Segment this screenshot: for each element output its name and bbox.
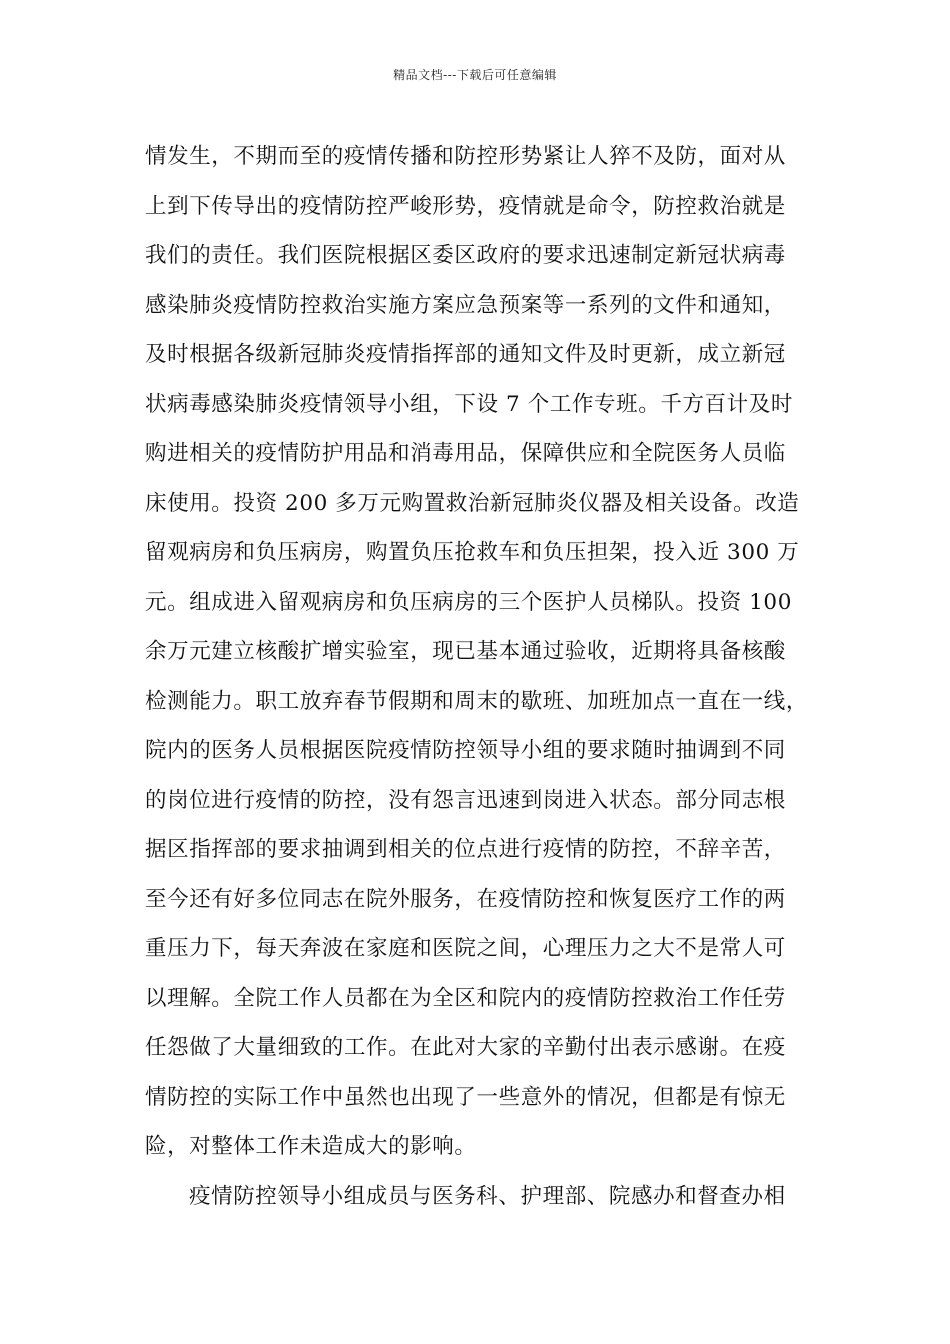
paragraph-line: 险，对整体工作未造成大的影响。 [145, 1134, 477, 1159]
paragraph-line: 感染肺炎疫情防控救治实施方案应急预案等一系列的文件和通知， [145, 292, 786, 318]
paragraph-line: 余万元建立核酸扩增实验室，现已基本通过验收，近期将具备核酸 [145, 639, 786, 664]
paragraph-line: 任怨做了大量细致的工作。在此对大家的辛勤付出表示感谢。在疫 [145, 1035, 786, 1060]
paragraph-line: 留观病房和负压病房，购置负压抢救车和负压担架，投入近 300 万 [145, 540, 800, 565]
paragraph-line: 状病毒感染肺炎疫情领导小组，下设 7 个工作专班。千方百计及时 [145, 391, 793, 417]
paragraph-line: 至今还有好多位同志在院外服务，在疫情防控和恢复医疗工作的两 [145, 886, 786, 912]
paragraph-line: 我们的责任。我们医院根据区委区政府的要求迅速制定新冠状病毒 [145, 243, 786, 268]
paragraph-line: 情发生，不期而至的疫情传播和防控形势紧让人猝不及防，面对从 [145, 144, 786, 169]
paragraph-line: 及时根据各级新冠肺炎疫情指挥部的通知文件及时更新，成立新冠 [145, 342, 786, 367]
paragraph-line: 的岗位进行疫情的防控，没有怨言迅速到岗进入状态。部分同志根 [145, 787, 786, 813]
paragraph-line: 重压力下，每天奔波在家庭和医院之间，心理压力之大不是常人可 [145, 936, 786, 961]
page-header: 精品文档---下载后可任意编辑 [393, 68, 557, 82]
paragraph-line: 据区指挥部的要求抽调到相关的位点进行疫情的防控，不辞辛苦， [145, 837, 786, 862]
body-text [145, 132, 835, 1221]
paragraph-line: 以理解。全院工作人员都在为全区和院内的疫情防控救治工作任劳 [145, 985, 786, 1011]
paragraph-line: 院内的医务人员根据医院疫情防控领导小组的要求随时抽调到不同 [145, 738, 786, 763]
paragraph-line: 情防控的实际工作中虽然也出现了一些意外的情况，但都是有惊无 [145, 1084, 786, 1110]
paragraph-line: 上到下传导出的疫情防控严峻形势，疫情就是命令，防控救治就是 [145, 193, 786, 219]
paragraph-first-line: 疫情防控领导小组成员与医务科、护理部、院感办和督查办相 [189, 1183, 786, 1209]
paragraph-line: 检测能力。职工放弃春节假期和周末的歇班、加班加点一直在一线， [145, 688, 809, 714]
paragraph-line: 购进相关的疫情防护用品和消毒用品，保障供应和全院医务人员临 [145, 441, 786, 466]
paragraph-line: 元。组成进入留观病房和负压病房的三个医护人员梯队。投资 100 [145, 589, 792, 615]
paragraph-line: 床使用。投资 200 多万元购置救治新冠肺炎仪器及相关设备。改造 [145, 490, 800, 516]
